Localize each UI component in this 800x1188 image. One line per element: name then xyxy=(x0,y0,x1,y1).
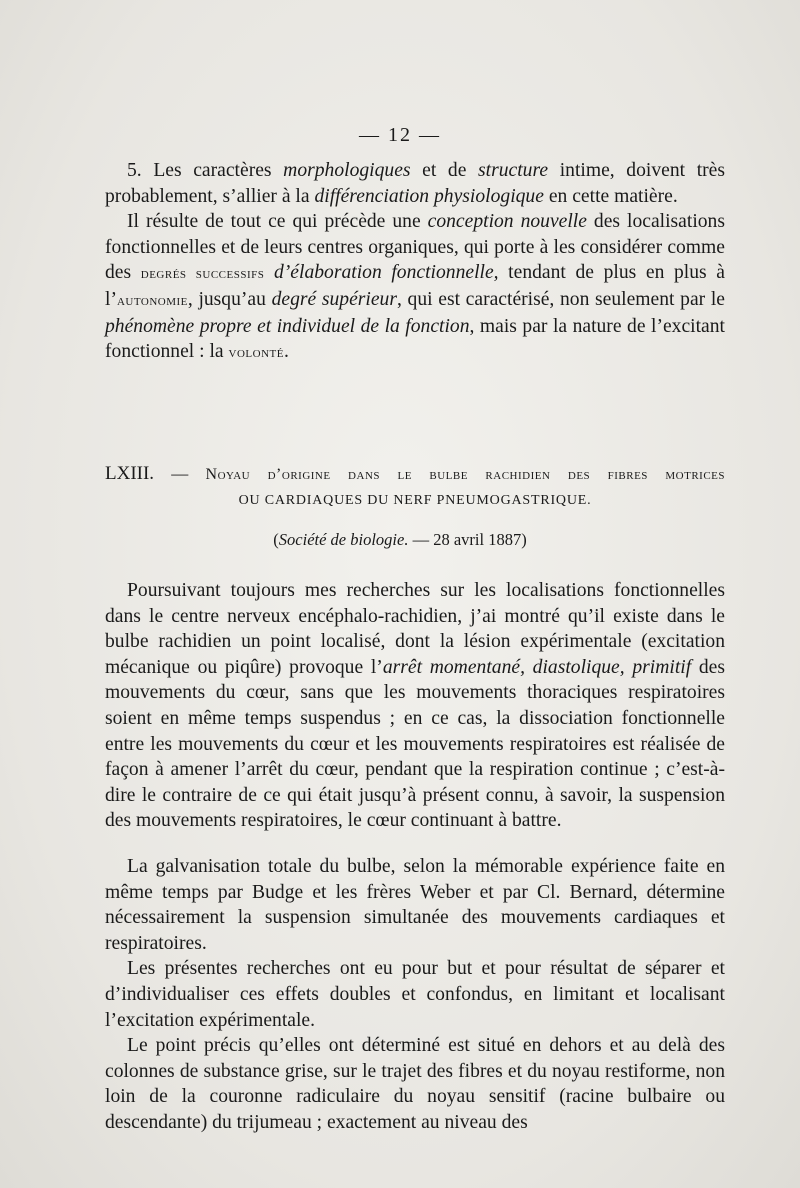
section-number: LXIII. xyxy=(105,463,155,484)
text-run: 5. Les caractères xyxy=(127,160,284,181)
text-run: , qui est caractérisé, non seulement par le xyxy=(396,288,725,310)
text-run: , jusqu’au xyxy=(187,288,272,310)
paragraph-purpose: Les présentes recherches ont eu pour but et pour résultat de séparer et d’individualiser ces effets doubles et confondus, en limitant et localisant l’excitation expérimentale. xyxy=(105,958,725,1031)
text-run: intime, doivent très probablement, s’allier à la xyxy=(105,160,725,207)
heading-title: Noyau d’origine dans le bulbe rachidien des fibres motrices xyxy=(205,466,726,483)
italic-run: différenciation physiologique xyxy=(314,185,544,207)
text-run: ( xyxy=(273,530,279,549)
source-date: — 28 avril 1887) xyxy=(408,530,527,549)
italic-run: structure xyxy=(478,160,549,181)
page-number: — 12 — xyxy=(359,124,441,146)
italic-run: phénomène propre et individuel de la fonction xyxy=(105,315,470,337)
paragraph-5-morphology xyxy=(105,158,725,209)
text-run: des localisations fonctionnelles et de leurs centres organiques, qui porte à les considérer comme des xyxy=(105,211,725,284)
paragraph-location: Le point précis qu’elles ont déterminé est situé en dehors et au delà des colonnes de substance grise, sur le trajet des fibres et du noyau restiforme, non loin de la couronne radiculaire du noyau sensitif (racine bulbaire ou descendante) du trijumeau ; exactement au niveau des xyxy=(105,1035,725,1133)
text-run: Il résulte de tout ce qui précède une xyxy=(127,211,428,233)
italic-run: conception nouvelle xyxy=(427,211,587,233)
paragraph-galvanisation: La galvanisation totale du bulbe, selon la mémorable expérience faite en même temps par Budge et les frères Weber et par Cl. Bernard, détermine nécessairement la suspension simultanée des mouvements cardiaques et respiratoires. xyxy=(105,855,725,954)
paragraph-research xyxy=(105,578,725,834)
italic-run: morphologiques xyxy=(283,160,411,181)
text-run: , mais par la nature de l’excitant fonctionnel : la xyxy=(105,315,725,363)
heading-line-2: OU CARDIAQUES DU NERF PNEUMOGASTRIQUE. xyxy=(238,493,592,508)
heading-line-1 xyxy=(105,461,725,488)
source-journal: Société de biologie. xyxy=(278,530,409,549)
italic-run: d’élaboration fonctionnelle, xyxy=(273,262,499,284)
text-run: Poursuivant toujours mes recherches sur les localisations fonctionnelles dans le centre nerveux encéphalo-rachidien, j’ai montré qu’il existe dans le bulbe rachidien un point localisé, dont la lésion expérimentale (excitation mécanique ou piqûre) provoque l’ xyxy=(105,580,725,678)
section-heading xyxy=(105,461,725,514)
italic-run: arrêt momentané, diastolique, primitif xyxy=(382,656,692,678)
italic-run: degré supérieur xyxy=(271,288,397,310)
text-run xyxy=(264,262,274,283)
text-run: . xyxy=(283,341,289,363)
body-text-block xyxy=(105,578,725,1135)
source-citation xyxy=(0,530,800,550)
text-run: en cette matière. xyxy=(543,185,678,207)
text-run: des mouvements du cœur, sans que les mouvements thoraciques respiratoires soient en même temps suspendus ; en ce cas, la dissociation fonctionnelle entre les mouvements du cœur et les mouvements respiratoires est réalisée de façon à amener l’arrêt du cœur, pendant que la respiration continue ; c’est-à-dire le contraire de ce qui était jusqu’à présent connu, à savoir, la suspension des mouvements respiratoires, le cœur continuant à battre. xyxy=(105,656,725,832)
heading-dash: — xyxy=(154,464,206,483)
text-run: tendant de plus en plus à l’ xyxy=(105,262,725,310)
smallcaps-run: volonté xyxy=(228,344,284,362)
top-text-block xyxy=(105,158,725,366)
smallcaps-run: degrés successifs xyxy=(140,265,265,283)
smallcaps-run: autonomie xyxy=(116,291,188,309)
paragraph-conclusion xyxy=(105,209,725,366)
text-run: et de xyxy=(410,160,479,181)
